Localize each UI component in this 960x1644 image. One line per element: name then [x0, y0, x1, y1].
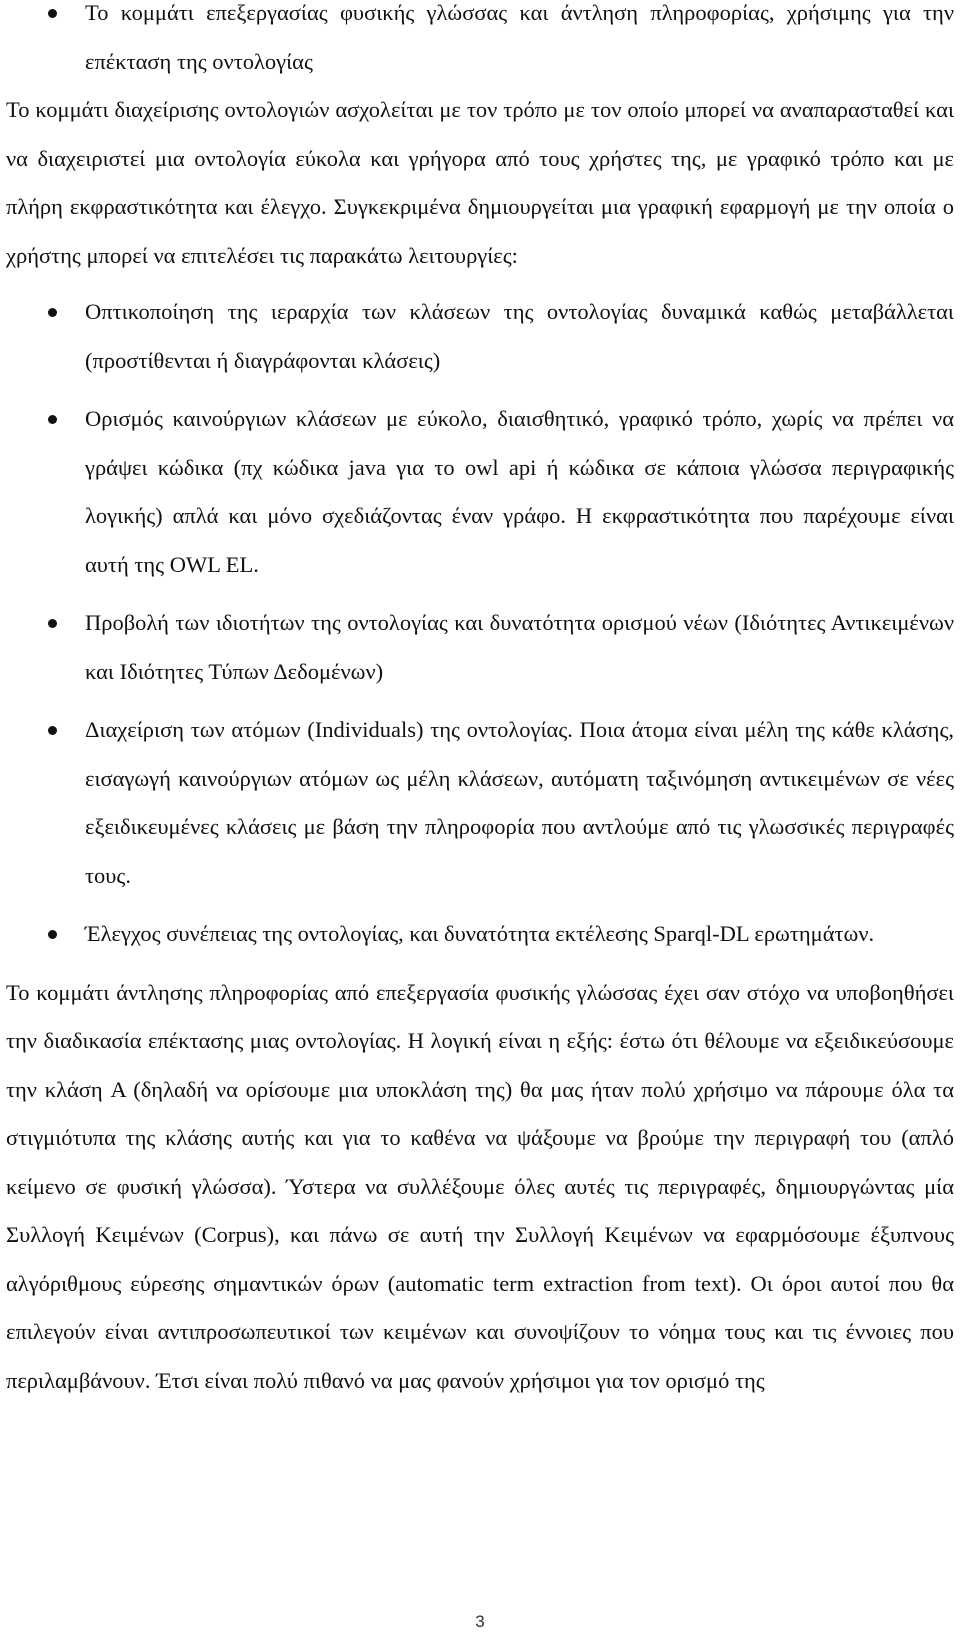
page-number: 3 [475, 1612, 485, 1631]
list-item [6, 599, 954, 696]
list-item-text: Ορισμός καινούργιων κλάσεων με εύκολο, διαισθητικό, γραφικό τρόπο, χωρίς να πρέπει να γράψει κώδικα (πχ κώδικα java για το owl api ή κώδικα σε κάποια γλώσσα περιγραφικής λογικής) απλά και μόνο σχεδιάζοντας έναν γράφο. Η εκφραστικότητα που παρέχουμε είναι αυτή της OWL EL. [85, 406, 954, 577]
list-item-text: Διαχείριση των ατόμων (Individuals) της οντολογίας. Ποια άτομα είναι μέλη της κάθε κλάσης, εισαγωγή καινούργιων ατόμων ως μέλη κλάσεων, αυτόματη ταξινόμηση αντικειμένων σε νέες εξειδικευμένες κλάσεις με βάση την πληροφορία που αντλούμε από τις γλωσσικές περιγραφές τους. [85, 717, 954, 888]
paragraph-information-extraction: Το κομμάτι άντλησης πληροφορίας από επεξεργασία φυσικής γλώσσας έχει σαν στόχο να υποβοηθήσει την διαδικασία επέκτασης μιας οντολογίας. Η λογική είναι η εξής: έστω ότι θέλουμε να εξειδικεύσουμε την κλάση A (δηλαδή να ορίσουμε μια υποκλάση της) θα μας ήταν πολύ χρήσιμο να πάρουμε όλα τα στιγμιότυπα της κλάσης αυτής και για το καθένα να ψάξουμε να βρούμε την περιγραφή του (απλό κείμενο σε φυσική γλώσσα). Ύστερα να συλλέξουμε όλες αυτές τις περιγραφές, δημιουργώντας μία Συλλογή Κειμένων (Corpus), και πάνω σε αυτή την Συλλογή Κειμένων να εφαρμόσουμε έξυπνους αλγόριθμους εύρεσης σημαντικών όρων (automatic term extraction from text). Οι όροι αυτοί που θα επιλεγούν είναι αντιπροσωπευτικοί των κειμένων και συνοψίζουν το νόημα τους και τις έννοιες που περιλαμβάνουν. Έτσι είναι πολύ πιθανό να μας φανούν χρήσιμοι για τον ορισμό της [6, 979, 954, 1393]
bullet-dot-icon [48, 930, 57, 939]
list-item [6, 910, 954, 959]
list-item [6, 706, 954, 900]
bullet-dot-icon [48, 619, 57, 628]
bullet-dot-icon [48, 415, 57, 424]
bullet-dot-icon [48, 726, 57, 735]
list-item-text: Προβολή των ιδιοτήτων της οντολογίας και δυνατότητα ορισμού νέων (Ιδιότητες Αντικειμένων και Ιδιότητες Τύπων Δεδομένων) [85, 610, 954, 684]
list-item [6, 395, 954, 589]
bullet-dot-icon [48, 9, 57, 18]
list-item-text: Οπτικοποίηση της ιεραρχία των κλάσεων της οντολογίας δυναμικά καθώς μεταβάλλεται (προστίθενται ή διαγράφονται κλάσεις) [85, 299, 954, 373]
bullet-text: Το κομμάτι επεξεργασίας φυσικής γλώσσας και άντληση πληροφορίας, χρήσιμης για την επέκταση της οντολογίας [85, 0, 954, 74]
page-content [6, 0, 954, 1405]
feature-list [6, 288, 954, 959]
list-item-text: Έλεγχος συνέπειας της οντολογίας, και δυνατότητα εκτέλεσης Sparql-DL ερωτημάτων. [85, 921, 875, 946]
bullet-dot-icon [48, 308, 57, 317]
paragraph-ontology-management: Το κομμάτι διαχείρισης οντολογιών ασχολείται με τον τρόπο με τον οποίο μπορεί να αναπαρασταθεί και να διαχειριστεί μια οντολογία εύκολα και γρήγορα από τους χρήστες της, με γραφικό τρόπο και με πλήρη εκφραστικότητα και έλεγχο. Συγκεκριμένα δημιουργείται μια γραφική εφαρμογή με την οποία ο χρήστης μπορεί να επιτελέσει τις παρακάτω λειτουργίες: [6, 97, 954, 268]
bullet-item-nlp [6, 0, 954, 86]
list-item [6, 288, 954, 385]
